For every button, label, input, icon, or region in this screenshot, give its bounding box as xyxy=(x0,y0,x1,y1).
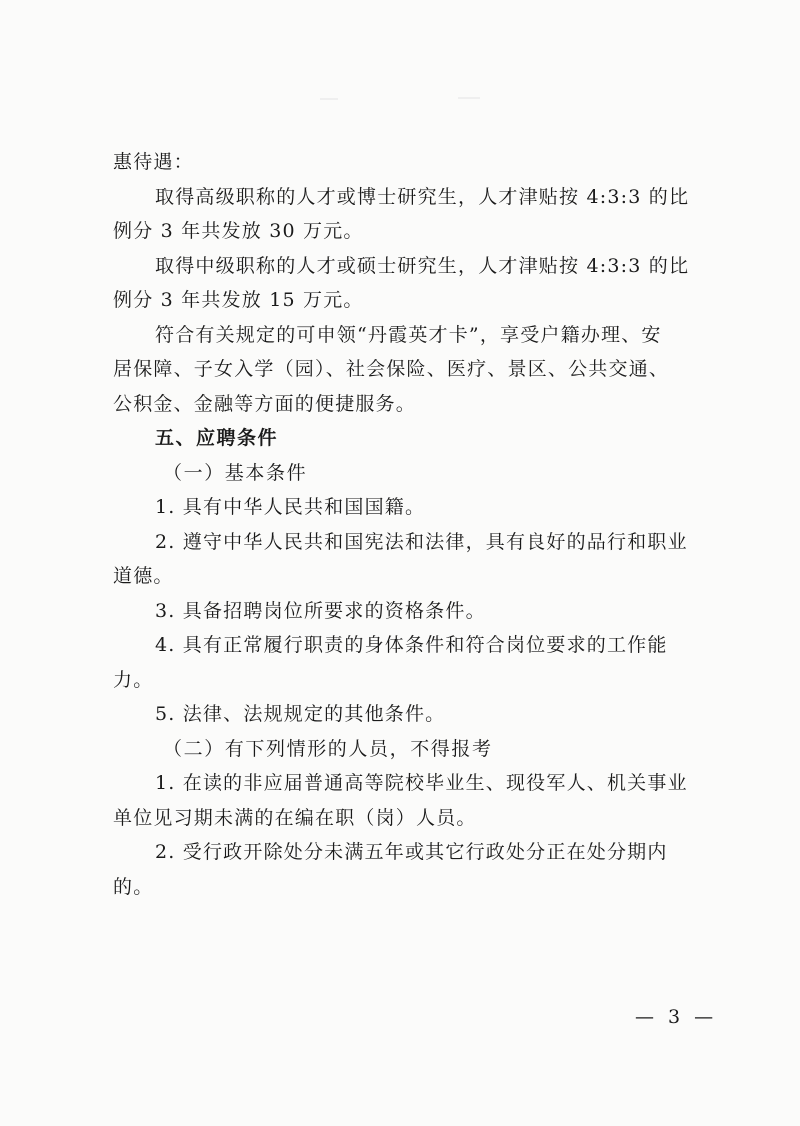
text-line: 例分 3 年共发放 30 万元。 xyxy=(113,220,364,242)
page-number: — 3 — xyxy=(635,1006,718,1028)
text-line: 道德。 xyxy=(113,565,174,587)
subsection-heading: （二）有下列情形的人员，不得报考 xyxy=(163,737,493,760)
subsection-heading: （一）基本条件 xyxy=(163,461,308,484)
text-line: 公积金、金融等方面的便捷服务。 xyxy=(113,392,417,415)
text-line: 1. 具有中华人民共和国国籍。 xyxy=(155,496,426,518)
text-line: 2. 受行政开除处分未满五年或其它行政处分正在处分期内 xyxy=(155,841,668,863)
scan-artifact xyxy=(320,98,338,100)
text-line: 取得中级职称的人才或硕士研究生，人才津贴按 4:3:3 的比 xyxy=(155,254,690,277)
text-line: 2. 遵守中华人民共和国宪法和法律，具有良好的品行和职业 xyxy=(155,530,688,553)
document-body xyxy=(113,145,693,904)
text-line: 单位见习期未满的在编在职（岗）人员。 xyxy=(113,806,477,829)
text-line: 1. 在读的非应届普通高等院校毕业生、现役军人、机关事业 xyxy=(155,772,688,794)
text-line: 力。 xyxy=(113,668,154,691)
text-line: 5. 法律、法规规定的其他条件。 xyxy=(155,703,446,725)
text-line: 3. 具备招聘岗位所要求的资格条件。 xyxy=(155,599,486,622)
text-line: 的。 xyxy=(113,875,154,898)
text-line: 符合有关规定的可申领“丹霞英才卡”，享受户籍办理、安 xyxy=(155,323,662,346)
text-line: 例分 3 年共发放 15 万元。 xyxy=(113,289,364,311)
section-heading: 五、应聘条件 xyxy=(155,427,279,449)
scan-artifact xyxy=(458,97,480,99)
text-line: 惠待遇： xyxy=(113,151,194,173)
text-line: 4. 具有正常履行职责的身体条件和符合岗位要求的工作能 xyxy=(155,634,668,656)
text-line: 居保障、子女入学（园）、社会保险、医疗、景区、公共交通、 xyxy=(113,358,670,380)
text-line: 取得高级职称的人才或博士研究生，人才津贴按 4:3:3 的比 xyxy=(155,185,690,208)
